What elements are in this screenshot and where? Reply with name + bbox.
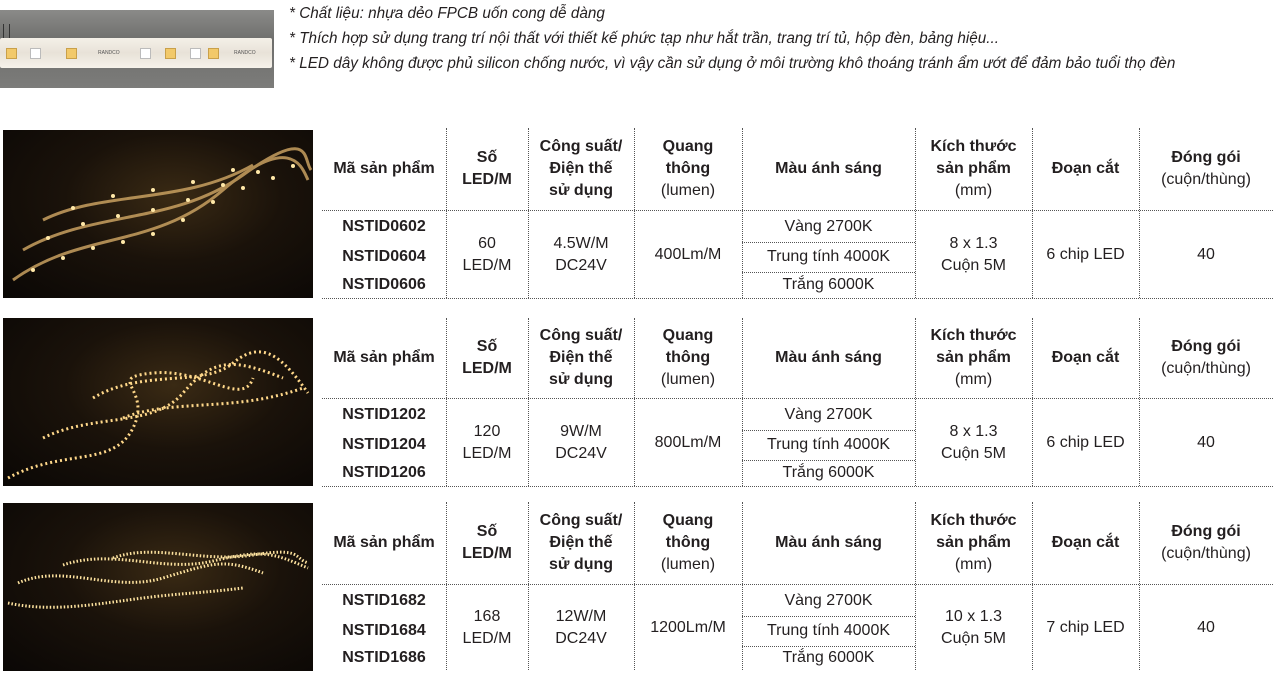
cut-value: 6 chip LED (1046, 246, 1125, 263)
header-size: Kích thước sản phẩm (mm) (930, 138, 1017, 199)
column-divider (634, 318, 635, 486)
strip-brand-label: RANDCO (98, 50, 120, 56)
led-chip (190, 48, 201, 59)
product-photo-120led (3, 318, 313, 486)
packing-value: 40 (1197, 434, 1215, 451)
led-chip (30, 48, 41, 59)
row-divider (742, 460, 915, 461)
led-chip (165, 48, 176, 59)
header-lumen: Quang thông (lumen) (660, 138, 716, 199)
product-table-120led (322, 318, 1273, 486)
light-color-value: Trung tính 4000K (766, 436, 891, 453)
column-divider (446, 318, 447, 486)
header-led-count: Số LED/M (462, 523, 512, 562)
row-divider (742, 616, 915, 617)
lumen-value: 400Lm/M (654, 246, 722, 263)
size-value: 8 x 1.3 Cuộn 5M (941, 423, 1006, 462)
product-code: NSTID1206 (342, 464, 426, 481)
header-light-color: Màu ánh sáng (775, 160, 882, 177)
light-color-value: Trắng 6000K (782, 276, 875, 293)
column-divider (528, 502, 529, 670)
row-divider (742, 272, 915, 273)
led-chip (66, 48, 77, 59)
header-product-code: Mã sản phẩm (333, 160, 435, 177)
led-chip (6, 48, 17, 59)
power-value: 9W/M DC24V (555, 423, 607, 462)
cut-value: 7 chip LED (1046, 619, 1125, 636)
light-color-value: Vàng 2700K (784, 592, 873, 609)
product-code: NSTID1682 (342, 592, 426, 609)
column-divider (528, 128, 529, 298)
light-color-value: Vàng 2700K (784, 406, 873, 423)
light-color-value: Trắng 6000K (782, 464, 875, 481)
header-power: Công suất/ Điện thế sử dụng (539, 327, 623, 388)
note-usage: * Thích hợp sử dụng trang trí nội thất với thiết kế phức tạp như hắt trần, trang trí tủ, hộp đèn, bảng hiệu... (289, 30, 1000, 47)
light-color-value: Trung tính 4000K (766, 622, 891, 639)
led-strip-image (0, 10, 274, 88)
header-light-color: Màu ánh sáng (775, 349, 882, 366)
power-value: 4.5W/M DC24V (553, 235, 609, 274)
light-color-value: Trung tính 4000K (766, 248, 891, 265)
product-code: NSTID1204 (342, 436, 426, 453)
header-led-count: Số LED/M (462, 149, 512, 188)
packing-value: 40 (1197, 246, 1215, 263)
product-table-60led (322, 128, 1273, 298)
row-divider (742, 430, 915, 431)
table-bottom-border (322, 298, 1273, 299)
column-divider (1139, 318, 1140, 486)
cut-value: 6 chip LED (1046, 434, 1125, 451)
row-divider (742, 242, 915, 243)
column-divider (446, 502, 447, 670)
product-table-168led (322, 502, 1273, 670)
size-value: 8 x 1.3 Cuộn 5M (941, 235, 1006, 274)
column-divider (1139, 128, 1140, 298)
header-cut: Đoạn cắt (1051, 349, 1120, 366)
header-divider (322, 210, 1273, 211)
column-divider (528, 318, 529, 486)
header-lumen: Quang thông (lumen) (660, 327, 716, 388)
column-divider (1032, 128, 1033, 298)
column-divider (1139, 502, 1140, 670)
strip-brand-label: RANDCO (234, 50, 256, 56)
header-light-color: Màu ánh sáng (775, 534, 882, 551)
header-led-count: Số LED/M (462, 338, 512, 377)
led-count-value: 60 LED/M (462, 235, 512, 274)
lumen-value: 800Lm/M (654, 434, 722, 451)
led-count-value: 120 LED/M (462, 423, 512, 462)
column-divider (446, 128, 447, 298)
table-bottom-border (322, 486, 1273, 487)
header-product-code: Mã sản phẩm (333, 349, 435, 366)
lumen-value: 1200Lm/M (650, 619, 726, 636)
product-code: NSTID0602 (342, 218, 426, 235)
header-cut: Đoạn cắt (1051, 160, 1120, 177)
header-divider (322, 398, 1273, 399)
column-divider (915, 128, 916, 298)
header-size: Kích thước sản phẩm (mm) (930, 327, 1017, 388)
header-packing: Đóng gói (cuộn/thùng) (1161, 523, 1251, 562)
header-divider (322, 584, 1273, 585)
header-packing: Đóng gói (cuộn/thùng) (1161, 149, 1251, 188)
led-coil-120-graphic (3, 318, 313, 486)
product-code: NSTID0604 (342, 248, 426, 265)
led-coil-168-graphic (3, 503, 313, 671)
light-color-value: Trắng 6000K (782, 649, 875, 666)
header-power: Công suất/ Điện thế sử dụng (539, 512, 623, 573)
light-color-value: Vàng 2700K (784, 218, 873, 235)
led-chip (208, 48, 219, 59)
product-code: NSTID0606 (342, 276, 426, 293)
column-divider (1032, 502, 1033, 670)
column-divider (915, 318, 916, 486)
product-photo-60led (3, 130, 313, 298)
header-packing: Đóng gói (cuộn/thùng) (1161, 338, 1251, 377)
product-code: NSTID1202 (342, 406, 426, 423)
size-value: 10 x 1.3 Cuộn 5M (941, 608, 1006, 647)
header-power: Công suất/ Điện thế sử dụng (539, 138, 623, 199)
header-size: Kích thước sản phẩm (mm) (930, 512, 1017, 573)
column-divider (634, 502, 635, 670)
header-product-code: Mã sản phẩm (333, 534, 435, 551)
power-value: 12W/M DC24V (555, 608, 607, 647)
note-material: * Chất liệu: nhựa dẻo FPCB uốn cong dễ dàng (289, 5, 605, 22)
column-divider (742, 502, 743, 670)
column-divider (915, 502, 916, 670)
header-lumen: Quang thông (lumen) (660, 512, 716, 573)
product-notes (289, 1, 1175, 76)
product-code: NSTID1686 (342, 649, 426, 666)
header-cut: Đoạn cắt (1051, 534, 1120, 551)
led-count-value: 168 LED/M (462, 608, 512, 647)
column-divider (1032, 318, 1033, 486)
led-coil-60-graphic (3, 130, 313, 298)
packing-value: 40 (1197, 619, 1215, 636)
column-divider (634, 128, 635, 298)
note-warning: * LED dây không được phủ silicon chống nước, vì vậy cần sử dụng ở môi trường khô thoáng tránh ẩm ướt để đảm bảo tuổi thọ đèn (289, 55, 1176, 72)
led-chip (140, 48, 151, 59)
product-photo-168led (3, 503, 313, 671)
row-divider (742, 646, 915, 647)
product-code: NSTID1684 (342, 622, 426, 639)
